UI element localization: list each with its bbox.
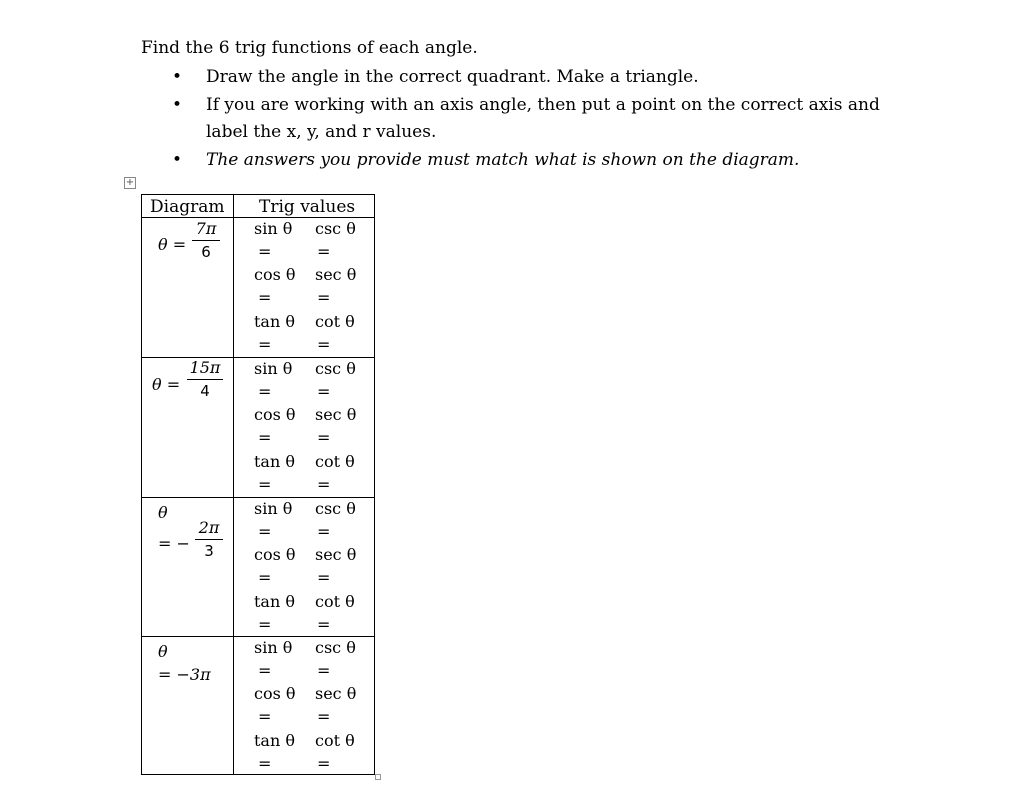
bullet-dot: • (172, 95, 183, 115)
sin-label: sin θ (254, 219, 293, 238)
angle-value: = −3π (158, 665, 211, 684)
equals-sign: = (258, 661, 272, 680)
angle-denominator: 4 (200, 382, 210, 400)
fraction-bar (187, 379, 223, 380)
bullet-dot: • (172, 150, 183, 170)
angle-denominator: 6 (201, 243, 211, 261)
trig-table (141, 194, 375, 775)
csc-label: csc θ (315, 219, 356, 238)
sec-label: sec θ (315, 265, 357, 284)
tan-label: tan θ (254, 312, 295, 331)
instruction-bullet-1: Draw the angle in the correct quadrant. Make a triangle. (206, 67, 699, 87)
csc-label: csc θ (315, 359, 356, 378)
equals-sign: = (317, 522, 331, 541)
csc-label: csc θ (315, 499, 356, 518)
angle-lhs: θ (158, 642, 168, 661)
equals-sign: = (258, 428, 272, 447)
row-divider (142, 636, 374, 637)
angle-numerator: 15π (189, 358, 221, 377)
sin-label: sin θ (254, 499, 293, 518)
equals-sign: = (258, 475, 272, 494)
sec-label: sec θ (315, 405, 357, 424)
cos-label: cos θ (254, 684, 296, 703)
equals-sign: = (258, 242, 272, 261)
header-diagram: Diagram (150, 197, 225, 217)
angle-lhs: θ (158, 503, 168, 522)
bullet-dot: • (172, 67, 183, 87)
cot-label: cot θ (315, 452, 355, 471)
equals-sign: = (258, 754, 272, 773)
angle-fraction (195, 518, 223, 560)
header-divider (142, 217, 374, 218)
cot-label: cot θ (315, 592, 355, 611)
cot-label: cot θ (315, 731, 355, 750)
table-move-handle-icon[interactable]: + (125, 177, 135, 188)
sec-label: sec θ (315, 545, 357, 564)
angle-lhs: θ = (152, 375, 181, 394)
fraction-bar (192, 240, 220, 241)
instructions-heading: Find the 6 trig functions of each angle. (141, 38, 478, 58)
angle-fraction (187, 358, 223, 400)
equals-sign: = (317, 382, 331, 401)
header-trig-values: Trig values (259, 197, 356, 217)
equals-sign: = (258, 288, 272, 307)
csc-label: csc θ (315, 638, 356, 657)
tan-label: tan θ (254, 592, 295, 611)
equals-sign: = (258, 707, 272, 726)
equals-sign: = (317, 288, 331, 307)
cos-label: cos θ (254, 405, 296, 424)
angle-numerator: 2π (198, 518, 220, 537)
equals-sign: = (317, 242, 331, 261)
angle-prefix: = − (158, 534, 190, 553)
cos-label: cos θ (254, 545, 296, 564)
equals-sign: = (258, 335, 272, 354)
angle-fraction (192, 219, 220, 261)
equals-sign: = (317, 428, 331, 447)
equals-sign: = (317, 754, 331, 773)
sin-label: sin θ (254, 638, 293, 657)
cot-label: cot θ (315, 312, 355, 331)
fraction-bar (195, 539, 223, 540)
angle-lhs: θ = (158, 235, 187, 254)
angle-denominator: 3 (204, 542, 214, 560)
tan-label: tan θ (254, 731, 295, 750)
equals-sign: = (258, 568, 272, 587)
instruction-bullet-2: If you are working with an axis angle, then put a point on the correct axis and label the x, y, and r values. (206, 95, 880, 142)
equals-sign: = (317, 568, 331, 587)
equals-sign: = (258, 522, 272, 541)
cos-label: cos θ (254, 265, 296, 284)
equals-sign: = (258, 382, 272, 401)
sec-label: sec θ (315, 684, 357, 703)
equals-sign: = (317, 615, 331, 634)
row-divider (142, 357, 374, 358)
row-divider (142, 497, 374, 498)
tan-label: tan θ (254, 452, 295, 471)
equals-sign: = (317, 335, 331, 354)
instruction-bullet-3: The answers you provide must match what is shown on the diagram. (206, 150, 800, 170)
sin-label: sin θ (254, 359, 293, 378)
equals-sign: = (317, 707, 331, 726)
angle-numerator: 7π (195, 219, 217, 238)
table-resize-handle[interactable] (375, 774, 381, 780)
equals-sign: = (317, 475, 331, 494)
equals-sign: = (317, 661, 331, 680)
equals-sign: = (258, 615, 272, 634)
column-divider (233, 195, 234, 774)
